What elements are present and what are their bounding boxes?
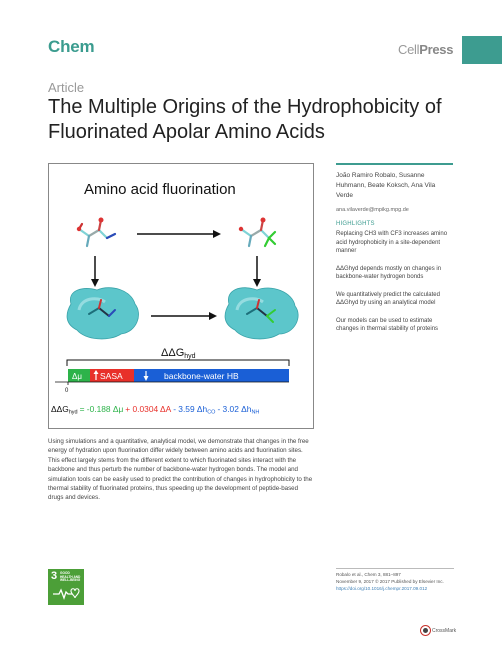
- publisher-name-bold: Press: [419, 42, 454, 57]
- highlight-item: Our models can be used to estimate changes in thermal stability of proteins: [336, 317, 439, 332]
- title-line-2: Fluorinated Apolar Amino Acids: [48, 121, 325, 143]
- graphical-abstract-figure: [49, 164, 313, 428]
- ga-axis-zero: 0: [65, 388, 69, 394]
- heartbeat-icon: [52, 584, 80, 602]
- publisher-logo: [398, 42, 453, 57]
- molecule-ch3-icon: [77, 218, 115, 247]
- graphical-abstract: [48, 163, 314, 429]
- crossmark-icon: [420, 625, 431, 636]
- article-type-label: Article: [48, 80, 85, 95]
- highlight-item: Replacing CH3 with CF3 increases amino acid hydrophobicity in a site-dependent manner: [336, 231, 448, 254]
- sdg-badge: [48, 569, 84, 605]
- doi-link[interactable]: https://doi.org/10.1016/j.chempr.2017.09.012: [336, 586, 428, 591]
- bar-mu-label: Δμ: [72, 372, 82, 381]
- highlights-heading: HIGHLIGHTS: [336, 221, 375, 227]
- sdg-label: GOOD HEALTH AND WELL-BEING: [60, 571, 81, 583]
- title-line-1: The Multiple Origins of the Hydrophobicity of: [48, 96, 442, 118]
- citation-block: [336, 568, 454, 592]
- arrow-down-left-icon: [91, 256, 99, 287]
- bar-sasa-label: SASA: [100, 371, 123, 381]
- bar-hb-label: backbone-water HB: [164, 371, 239, 381]
- sdg-number: 3: [51, 570, 58, 582]
- highlight-item: ΔΔGhyd depends mostly on changes in backbone-water hydrogen bonds: [336, 265, 442, 280]
- citation-line-1: Robalo et al., Chem 3, 881–897: [336, 572, 401, 577]
- ga-heading: Amino acid fluorination: [84, 181, 236, 198]
- solvation-shell-left-icon: [67, 288, 138, 339]
- arrow-down-right-icon: [253, 256, 261, 287]
- highlight-item: We quantitatively predict the calculated ΔΔGhyd by using an analytical model: [336, 291, 440, 306]
- publisher-name-light: Cell: [398, 42, 420, 57]
- molecule-cf3-icon: [239, 218, 275, 247]
- arrow-right-top-icon: [137, 230, 221, 238]
- journal-name: Chem: [48, 37, 95, 56]
- author-list: João Ramiro Robalo, Susanne Huhmann, Beate Koksch, Ana Vila Verde: [336, 172, 436, 199]
- article-title: [48, 95, 488, 145]
- ga-delta-label: ΔΔGhyd: [161, 347, 196, 360]
- header-accent-block: [462, 36, 502, 64]
- citation-line-2: November 9, 2017 © 2017 Published by Elsevier Inc.: [336, 579, 444, 584]
- arrow-right-bottom-icon: [151, 312, 217, 320]
- ga-bracket: [67, 360, 289, 366]
- crossmark-badge[interactable]: [420, 625, 458, 637]
- corresponding-email[interactable]: ana.vilaverde@mpikg.mpg.de: [336, 207, 409, 213]
- solvation-shell-right-icon: [225, 288, 298, 339]
- sidebar: [336, 163, 453, 334]
- abstract-text: Using simulations and a quantitative, analytical model, we demonstrate that changes in the free energy of hydration upon fluorination differ widely between amino acids and fluorination sites. This effect largely stems from the different extent to which fluorinated sites interact with the backbone and thus perturb the number of backbone-water hydrogen bonds. The model and simulation tools can be easily used to predict the contribution of changes in hydrophobicity to the thermal stability of fluorinated proteins, thus speeding up the development of peptide-based drugs and devices.: [48, 438, 313, 502]
- crossmark-label: CrossMark: [432, 628, 457, 634]
- ga-equation: ΔΔGhyd = -0.188 Δμ + 0.0304 ΔA - 3.59 ΔhCO - 3.02 ΔhNH: [51, 404, 260, 416]
